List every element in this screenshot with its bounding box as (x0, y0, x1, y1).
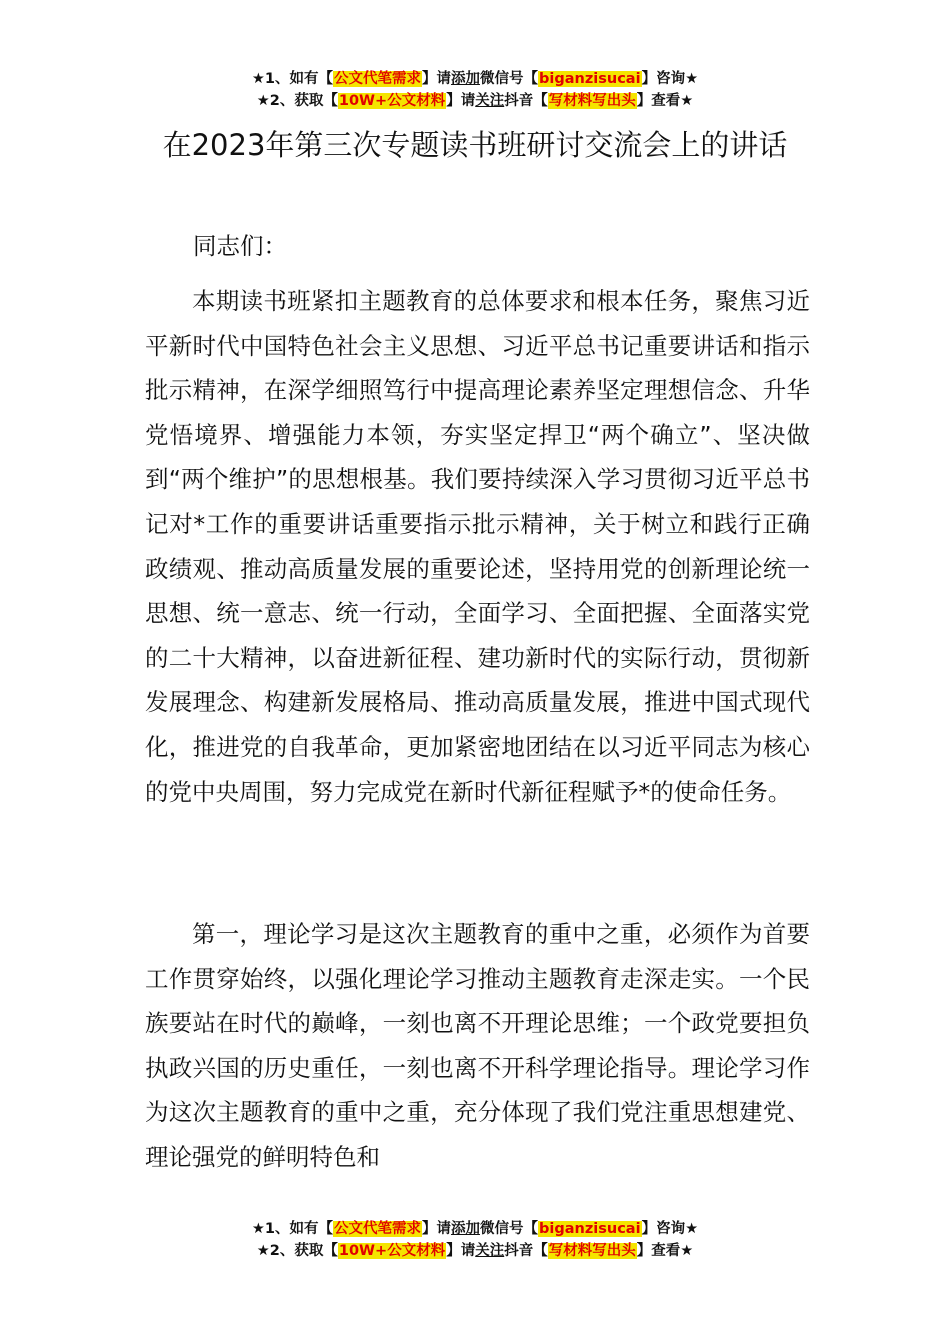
banner-text: 】查看★ (636, 93, 694, 109)
banner-text: 抖音【 (504, 93, 548, 109)
banner-line-1 (0, 68, 950, 90)
banner-highlight: 10W+公文材料 (338, 1243, 446, 1259)
banner-text: ★1、如有【 (251, 71, 334, 87)
banner-highlight: 公文代笔需求 (334, 71, 422, 87)
banner-text: 微信号【 (480, 1221, 539, 1237)
banner-text: 】请 (446, 93, 476, 109)
banner-text: 】查看★ (636, 1243, 694, 1259)
banner-wechat-id: biganzisucai (539, 1221, 641, 1237)
banner-text: 】咨询★ (641, 71, 699, 87)
header-banner (0, 68, 950, 112)
banner-line-1 (0, 1218, 950, 1240)
banner-line-2 (0, 90, 950, 112)
document-title: 在2023年第三次专题读书班研讨交流会上的讲话 (162, 128, 788, 162)
banner-douyin-id: 写材料写出头 (548, 1243, 636, 1259)
banner-text: 抖音【 (504, 1243, 548, 1259)
banner-text: ★2、获取【 (256, 1243, 338, 1259)
banner-underlined: 关注 (475, 1243, 505, 1259)
paragraph-2 (145, 912, 810, 1180)
banner-underlined: 添加 (451, 71, 481, 87)
banner-text: ★1、如有【 (251, 1221, 334, 1237)
footer-banner (0, 1218, 950, 1262)
banner-line-2 (0, 1240, 950, 1262)
banner-wechat-id: biganzisucai (539, 71, 641, 87)
banner-text: ★2、获取【 (256, 93, 338, 109)
banner-underlined: 关注 (475, 93, 505, 109)
banner-highlight: 公文代笔需求 (334, 1221, 422, 1237)
banner-douyin-id: 写材料写出头 (548, 93, 636, 109)
banner-text: 】请 (422, 71, 452, 87)
banner-text: 】请 (422, 1221, 452, 1237)
banner-text: 微信号【 (480, 71, 539, 87)
banner-text: 】请 (446, 1243, 476, 1259)
banner-text: 】咨询★ (641, 1221, 699, 1237)
paragraph-text: 第一，理论学习是这次主题教育的重中之重，必须作为首要工作贯穿始终，以强化理论学习推动主题教育走深走实。一个民族要站在时代的巅峰，一刻也离不开理论思维；一个政党要担负执政兴国的历史重任，一刻也离不开科学理论指导。理论学习作为这次主题教育的重中之重，充分体现了我们党注重思想建党、理论强党的鲜明特色和 (145, 920, 810, 1171)
paragraph-text: 本期读书班紧扣主题教育的总体要求和根本任务，聚焦习近平新时代中国特色社会主义思想、习近平总书记重要讲话和指示批示精神，在深学细照笃行中提高理论素养坚定理想信念、升华党悟境界、增强能力本领，夯实坚定捍卫“两个确立”、坚决做到“两个维护”的思想根基。我们要持续深入学习贯彻习近平总书记对*工作的重要讲话重要指示批示精神，关于树立和践行正确政绩观、推动高质量发展的重要论述，坚持用党的创新理论统一思想、统一意志、统一行动，全面学习、全面把握、全面落实党的二十大精神，以奋进新征程、建功新时代的实际行动，贯彻新发展理念、构建新发展格局、推动高质量发展，推进中国式现代化，推进党的自我革命，更加紧密地团结在以习近平同志为核心的党中央周围，努力完成党在新时代新征程赋予*的使命任务。 (145, 287, 810, 806)
paragraph-1 (145, 279, 810, 814)
salutation: 同志们： (193, 232, 287, 260)
banner-underlined: 添加 (451, 1221, 481, 1237)
banner-highlight: 10W+公文材料 (338, 93, 446, 109)
